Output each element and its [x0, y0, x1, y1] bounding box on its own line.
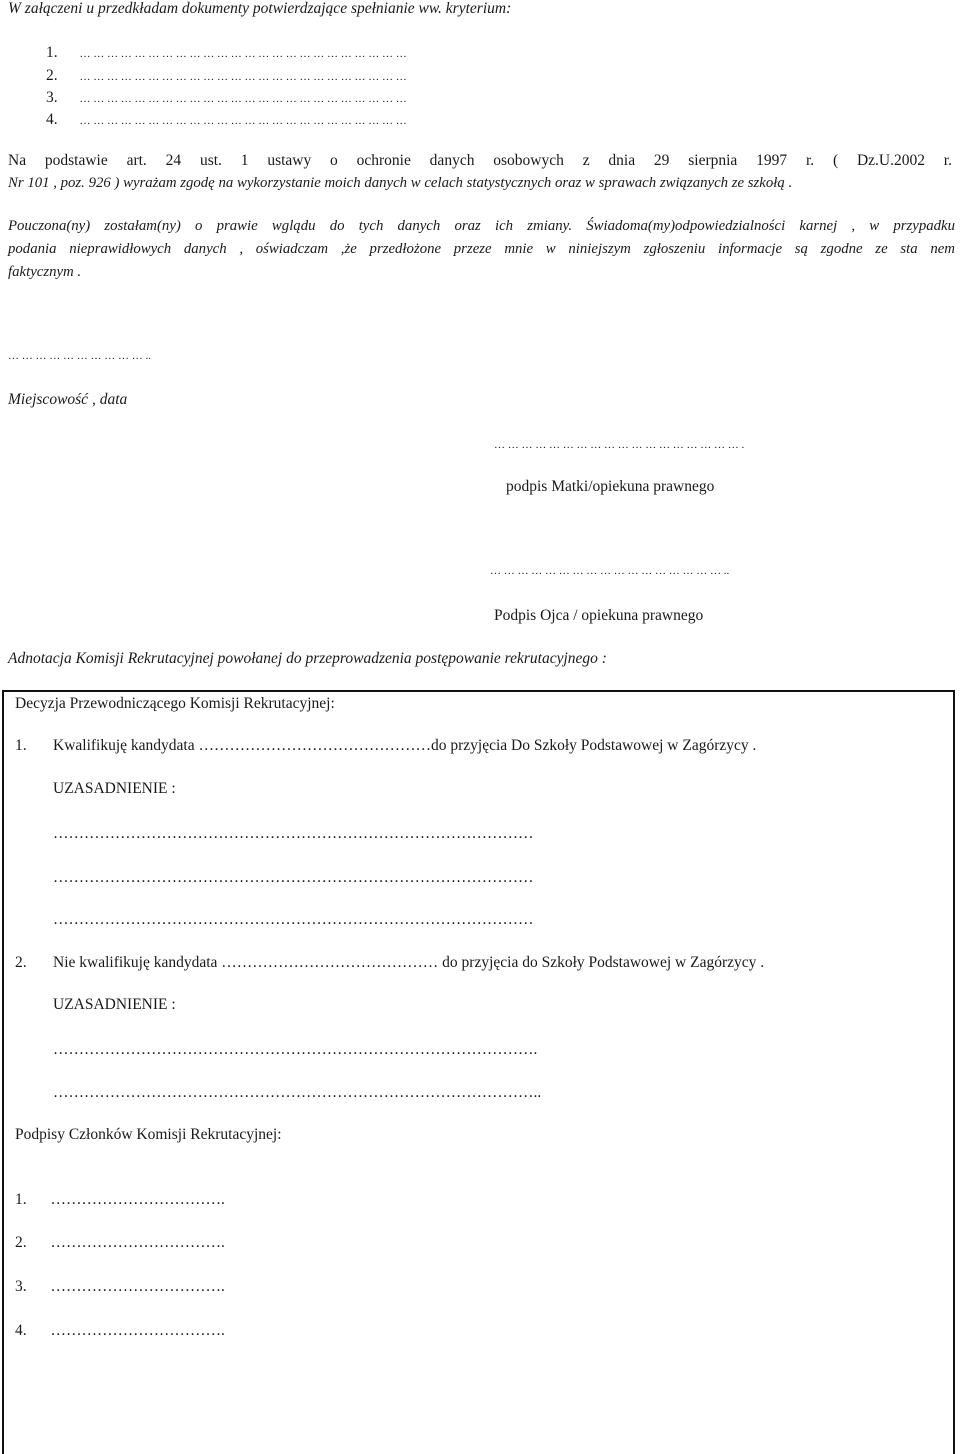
reason-blank-line: …………………………………………………………………………………. — [53, 1041, 538, 1058]
documents-intro: W załączeni u przedkładam dokumenty potwierdzające spełnianie ww. kryterium: — [8, 0, 512, 17]
place-date-blank: … … … … … … … … … … .. — [8, 350, 151, 362]
blank-line: ……………………………. — [50, 1234, 225, 1251]
decision-item-1-number: 1. — [15, 737, 27, 754]
place-date-label: Miejscowość , data — [8, 391, 128, 408]
list-number: 2. — [15, 1234, 27, 1251]
consent-line-2: Nr 101 , poz. 926 ) wyrażam zgodę na wykorzystanie moich danych w celach statystycznych oraz w sprawach związanych ze szkołą . — [8, 175, 793, 191]
decision-item-2-text: Nie kwalifikuję kandydata …………………………………… do przyjęcia do Szkoły Podstawowej w Zagórzycy . — [53, 954, 765, 971]
list-number: 3. — [15, 1278, 27, 1295]
consent-line-1: Na podstawie art. 24 ust. 1 ustawy o ochronie danych osobowych z dnia 29 sierpnia 1997 r. ( Dz.U.2002 r. — [8, 152, 952, 169]
list-number: 4. — [46, 111, 58, 128]
list-number: 2. — [46, 67, 58, 84]
blank-line: ……………………………. — [50, 1322, 225, 1339]
decision-item-1-reason-label: UZASADNIENIE : — [53, 780, 176, 797]
blank-line: … … … … … … … … … … … … … … … … … … … … … … … … — [79, 115, 407, 127]
blank-line: ……………………………. — [50, 1191, 225, 1208]
mother-signature-label: podpis Matki/opiekuna prawnego — [506, 478, 715, 495]
declaration-line-2: podania nieprawidłowych danych , oświadczam ,że przedłożone przeze mnie w niniejszym zgłoszeniu informacje są zgodne ze sta nem — [8, 241, 955, 257]
members-title: Podpisy Członków Komisji Rekrutacyjnej: — [15, 1126, 282, 1143]
member-signature-2 — [15, 1234, 225, 1252]
reason-blank-line: ………………………………………………………………………………….. — [53, 1084, 542, 1101]
reason-blank-line: ………………………………………………………………………………… — [53, 911, 534, 928]
father-signature-label: Podpis Ojca / opiekuna prawnego — [494, 607, 704, 624]
document-item-1 — [46, 44, 407, 62]
blank-line: … … … … … … … … … … … … … … … … … … … … … … … … — [79, 48, 407, 60]
list-number: 4. — [15, 1322, 27, 1339]
declaration-line-1: Pouczona(ny) zostałam(ny) o prawie wglądu do tych danych oraz ich zmiany. Świadoma(my)odpowiedzialności karnej , w przypadku — [8, 218, 955, 234]
reason-blank-line: ………………………………………………………………………………… — [53, 825, 534, 842]
decision-title: Decyzja Przewodniczącego Komisji Rekrutacyjnej: — [15, 695, 335, 712]
document-item-4 — [46, 111, 407, 129]
list-number: 1. — [46, 44, 58, 61]
declaration-line-3: faktycznym . — [8, 264, 82, 280]
blank-line: … … … … … … … … … … … … … … … … … … … … … … … … — [79, 93, 407, 105]
member-signature-4 — [15, 1322, 225, 1340]
document-item-3 — [46, 89, 407, 107]
blank-line: ……………………………. — [50, 1278, 225, 1295]
decision-item-2-number: 2. — [15, 954, 27, 971]
decision-item-2-reason-label: UZASADNIENIE : — [53, 996, 176, 1013]
list-number: 1. — [15, 1191, 27, 1208]
mother-signature-blank: … … … … … … … … … … … … … … … … … … . — [494, 439, 745, 451]
blank-line: … … … … … … … … … … … … … … … … … … … … … … … … — [79, 71, 407, 83]
reason-blank-line: ………………………………………………………………………………… — [53, 869, 534, 886]
father-signature-blank: … … … … … … … … … … … … … … … … … .. — [490, 565, 730, 577]
list-number: 3. — [46, 89, 58, 106]
member-signature-3 — [15, 1278, 225, 1296]
commission-note: Adnotacja Komisji Rekrutacyjnej powołanej do przeprowadzenia postępowanie rekrutacyjnego : — [8, 650, 607, 667]
decision-item-1-text: Kwalifikuję kandydata ………………………………………do przyjęcia Do Szkoły Podstawowej w Zagórzycy . — [53, 737, 757, 754]
member-signature-1 — [15, 1191, 225, 1209]
document-item-2 — [46, 67, 407, 85]
